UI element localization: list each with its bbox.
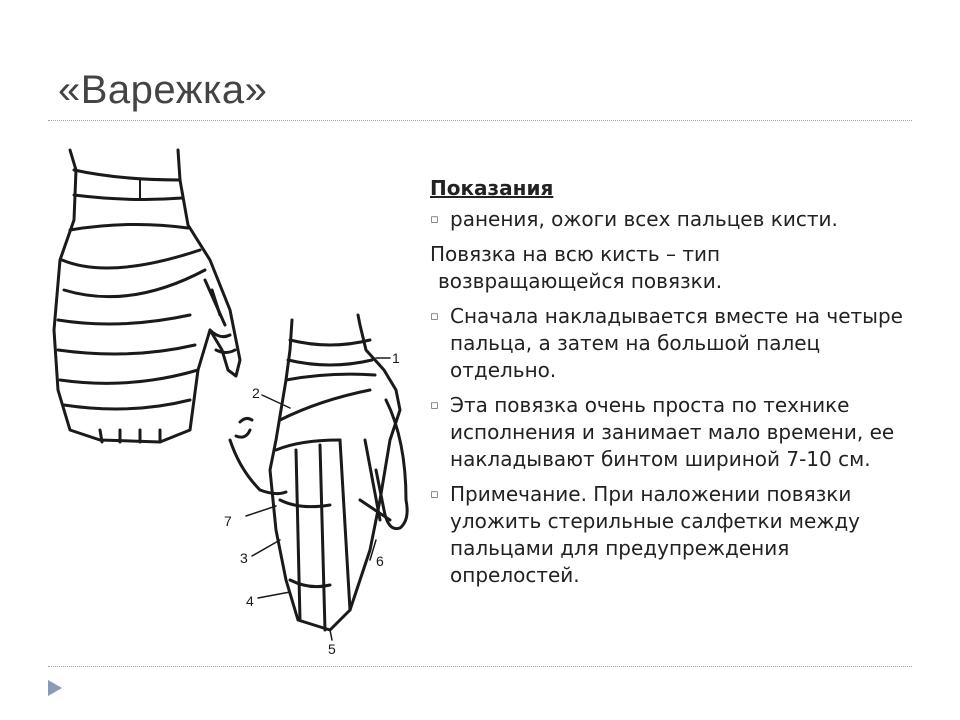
footer-divider: [48, 666, 912, 667]
paragraph-hand-bandage: [430, 241, 910, 295]
small-square-bullet-icon: ▫: [430, 309, 439, 324]
small-square-bullet-icon: ▫: [430, 212, 439, 227]
figure-label-2: 2: [252, 385, 260, 401]
bullet-simple: [430, 392, 910, 473]
title-divider: [48, 120, 912, 121]
paragraph-line-1: Повязка на всю кисть – тип: [430, 242, 721, 266]
bullet-note: [430, 481, 910, 589]
triangle-play-icon[interactable]: [46, 678, 64, 698]
figure-label-1: 1: [392, 350, 400, 366]
mitten-bandage-illustration: [40, 140, 430, 660]
right-hand-outline: [270, 315, 400, 630]
slide-title: «Варежка»: [58, 68, 268, 112]
bullet-sequence: [430, 303, 910, 384]
figure-label-3: 3: [240, 550, 248, 566]
bullet-indications: [430, 206, 910, 233]
bullet-indications-text: ранения, ожоги всех пальцев кисти.: [450, 207, 838, 231]
paragraph-line-2: возвращающейся повязки.: [438, 269, 723, 293]
figure-label-4: 4: [246, 593, 254, 609]
figure-label-6: 6: [376, 553, 384, 569]
figure-label-7: 7: [224, 513, 232, 529]
bullet-note-text: Примечание. При наложении повязки уложить стерильные салфетки между пальцами для предупреждения опрелостей.: [450, 482, 861, 587]
slide-content: [430, 175, 910, 597]
bullet-simple-text: Эта повязка очень проста по технике исполнения и занимает мало времени, ее накладывают бинтом шириной 7-10 см.: [450, 393, 895, 471]
bullet-sequence-text: Сначала накладывается вместе на четыре пальца, а затем на большой палец отдельно.: [450, 304, 903, 382]
indications-heading: Показания: [430, 176, 554, 200]
small-square-bullet-icon: ▫: [430, 398, 439, 413]
figure-label-5: 5: [328, 641, 336, 657]
small-square-bullet-icon: ▫: [430, 487, 439, 502]
